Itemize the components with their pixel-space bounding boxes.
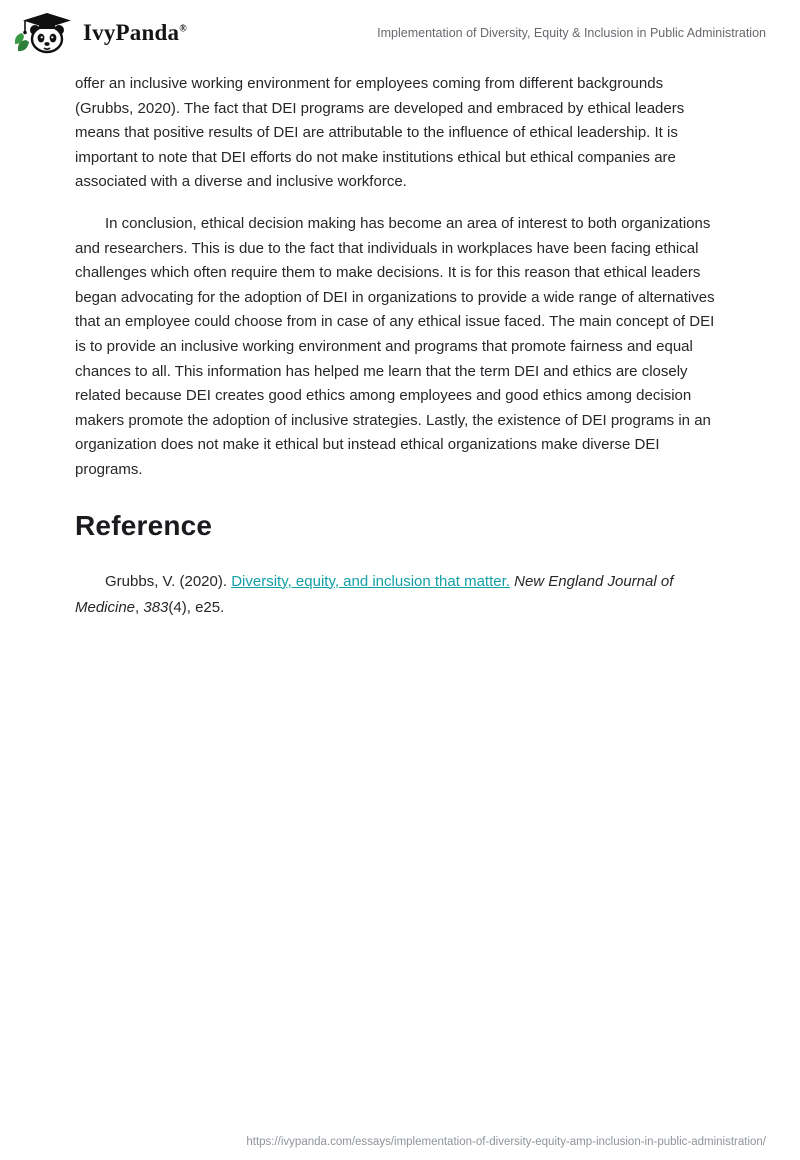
reference-journal: New England Journal of Medicine bbox=[75, 572, 674, 616]
ivypanda-logo-icon bbox=[14, 11, 76, 55]
essay-paragraph: offer an inclusive working environment for employees coming from different backgrounds (Grubbs, 2020). The fact that DEI programs are developed and embraced by ethical leaders means that positive results of DEI are attributable to the influence of ethical leadership. It is important to note that DEI efforts do not make institutions ethical but ethical companies are associated with a diverse and inclusive workforce. bbox=[75, 75, 685, 191]
essay-paragraph: In conclusion, ethical decision making has become an area of interest to both organizations and researchers. This is due to the fact that individuals in workplaces have been facing ethical challenges which often require them to make decisions. It is for this reason that ethical leaders began advocating for the adoption of DEI in organizations to provide a wide range of alternatives that an employee could choose from in case of any ethical issue faced. The main concept of DEI is to provide an inclusive working environment and programs that promote fairness and equal chances to all. This information has helped me learn that the term DEI and ethics are closely related because DEI creates good ethics among employees and good ethics among decision makers promote the adoption of inclusive strategies. Lastly, the existence of DEI programs in an organization does not make it ethical but instead ethical organizations make diverse DEI programs. bbox=[75, 214, 715, 478]
essay-content bbox=[0, 58, 800, 621]
reference-link[interactable]: Diversity, equity, and inclusion that matter. bbox=[231, 572, 510, 590]
reference-volume: 383 bbox=[143, 598, 169, 616]
brand-name: IvyPanda® bbox=[83, 20, 187, 45]
page-header bbox=[0, 0, 800, 58]
document-title: Implementation of Diversity, Equity & Inclusion in Public Administration bbox=[377, 26, 766, 40]
reference-issue-pages: (4), e25. bbox=[168, 598, 225, 616]
footer-url: https://ivypanda.com/essays/implementation-of-diversity-equity-amp-inclusion-in-public-administration/ bbox=[246, 1136, 766, 1148]
brand-lockup bbox=[14, 11, 187, 55]
reference-separator: , bbox=[135, 598, 144, 616]
reference-entry bbox=[75, 569, 725, 621]
registered-mark: ® bbox=[179, 23, 187, 35]
reference-heading: Reference bbox=[75, 509, 213, 541]
reference-authors: Grubbs, V. (2020). bbox=[105, 572, 232, 590]
